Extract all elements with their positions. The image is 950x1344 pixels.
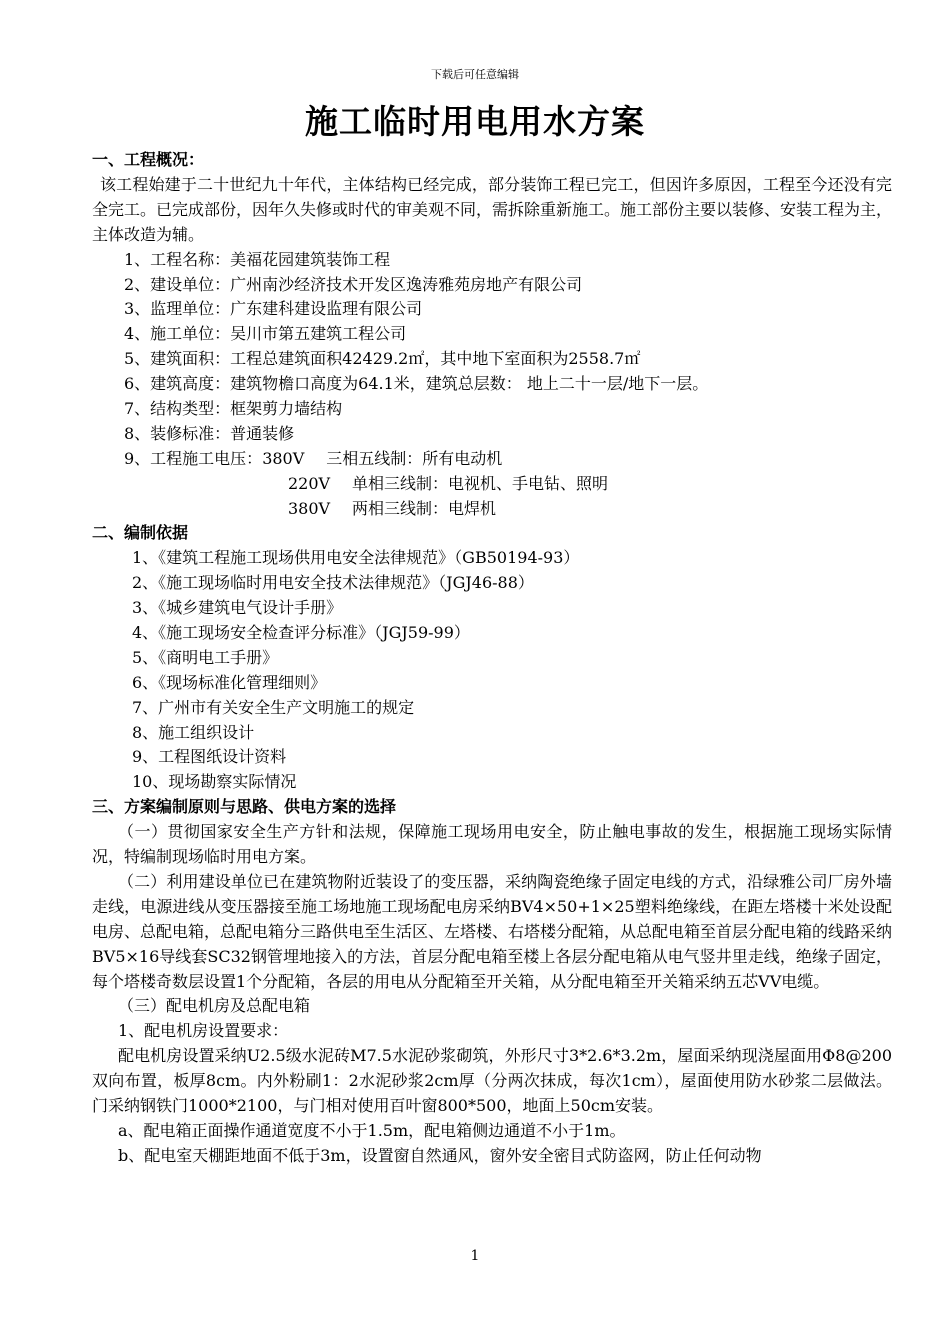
reference-item: 5、《商明电工手册》 xyxy=(132,647,279,667)
section-2-heading: 二、编制依据 xyxy=(92,523,189,543)
project-info-item: 8、装修标准：普通装修 xyxy=(124,423,295,443)
voltage-value: 380V xyxy=(262,448,305,468)
reference-item: 7、广州市有关安全生产文明施工的规定 xyxy=(132,697,415,717)
project-info-item: 1、工程名称：美福花园建筑装饰工程 xyxy=(124,249,391,269)
section-3-paragraph-2: （二）利用建设单位已在建筑物附近装设了的变压器，采纳陶瓷绝缘子固定电线的方式，沿绿雅公司厂房外墙走线，电源进线从变压器接至施工场地施工现场配电房采纳BV4×50+1×25塑料绝缘线，在距左塔楼十米处设配电房、总配电箱，总配电箱分三路供电至生活区、左塔楼、右塔楼分配箱，从总配电箱至首层分配电箱的线路采纳BV5×16导线套SC32钢管埋地接入的方法，首层分配电箱至楼上各层分配电箱从电气竖井里走线，绝缘子固定，每个塔楼奇数层设置1个分配箱，各层的用电从分配箱至开关箱，从分配电箱至开关箱采纳五芯VV电缆。 xyxy=(92,871,893,991)
reference-item: 9、工程图纸设计资料 xyxy=(132,747,287,767)
voltage-label: 9、工程施工电压： xyxy=(124,448,263,468)
section-1-heading: 一、工程概况： xyxy=(92,150,205,169)
project-info-item: 2、建设单位：广州南沙经济技术开发区逸涛雅苑房地产有限公司 xyxy=(124,274,583,294)
section-3-heading: 三、方案编制原则与思路、供电方案的选择 xyxy=(92,797,397,817)
reference-item: 3、《城乡建筑电气设计手册》 xyxy=(132,598,343,618)
project-info-item: 3、监理单位：广东建科建设监理有限公司 xyxy=(124,299,423,319)
voltage-value: 220V xyxy=(288,473,331,493)
document-title: 施工临时用电用水方案 xyxy=(305,102,645,141)
reference-item: 4、《施工现场安全检查评分标准》（JGJ59-99） xyxy=(132,622,470,642)
document-body xyxy=(92,148,892,1169)
voltage-row xyxy=(92,447,892,472)
voltage-desc: 单相三线制：电视机、手电钻、照明 xyxy=(352,473,609,493)
voltage-desc: 三相五线制：所有电动机 xyxy=(326,448,503,468)
section-3-subheading: （三）配电机房及总配电箱 xyxy=(118,996,311,1016)
voltage-row xyxy=(92,497,892,522)
section-1-intro: 该工程始建于二十世纪九十年代，主体结构已经完成，部分装饰工程已完工，但因许多原因，工程至今还没有完全完工。已完成部份，因年久失修或时代的审美观不同，需拆除重新施工。施工部份主要以装修、安装工程为主，主体改造为辅。 xyxy=(92,174,893,244)
project-info-item: 4、施工单位：吴川市第五建筑工程公司 xyxy=(124,324,407,344)
section-3-item-a: a、配电箱正面操作通道宽度不小于1.5m，配电箱侧边通道不小于1m。 xyxy=(118,1120,626,1140)
section-3-paragraph-1: （一）贯彻国家安全生产方针和法规，保障施工现场用电安全，防止触电事故的发生，根据施工现场实际情况，特编制现场临时用电方案。 xyxy=(92,822,892,866)
section-3-subheading: 1、配电机房设置要求： xyxy=(118,1021,289,1041)
reference-item: 6、《现场标准化管理细则》 xyxy=(132,672,327,692)
reference-item: 8、施工组织设计 xyxy=(132,722,255,742)
reference-item: 2、《施工现场临时用电安全技术法律规范》（JGJ46-88） xyxy=(132,573,534,593)
section-3-item-b: b、配电室天棚距地面不低于3m，设置窗自然通风，窗外安全密目式防盗网，防止任何动物 xyxy=(118,1145,762,1165)
voltage-row xyxy=(92,472,892,497)
project-info-item: 7、结构类型：框架剪力墙结构 xyxy=(124,398,343,418)
voltage-desc: 两相三线制：电焊机 xyxy=(352,498,497,518)
header-note: 下载后可任意编辑 xyxy=(431,68,519,81)
project-info-item: 6、建筑高度：建筑物檐口高度为64.1米，建筑总层数： 地上二十一层/地下一层。 xyxy=(124,374,709,394)
voltage-value: 380V xyxy=(288,498,331,518)
section-3-paragraph-3: 配电机房设置采纳U2.5级水泥砖M7.5水泥砂浆砌筑，外形尺寸3*2.6*3.2m，屋面采纳现浇屋面用Φ8@200双向布置，板厚8cm。内外粉刷1：2水泥砂浆2cm厚（分两次抹成，每次1cm），屋面使用防水砂浆二层做法。门采纳钢铁门1000*2100，与门相对使用百叶窗800*500，地面上50cm安装。 xyxy=(92,1046,892,1116)
reference-item: 1、《建筑工程施工现场供用电安全法律规范》（GB50194-93） xyxy=(132,548,580,568)
page-number: 1 xyxy=(470,1248,480,1264)
reference-item: 10、现场勘察实际情况 xyxy=(132,772,297,792)
project-info-item: 5、建筑面积：工程总建筑面积42429.2㎡，其中地下室面积为2558.7㎡ xyxy=(124,349,641,369)
